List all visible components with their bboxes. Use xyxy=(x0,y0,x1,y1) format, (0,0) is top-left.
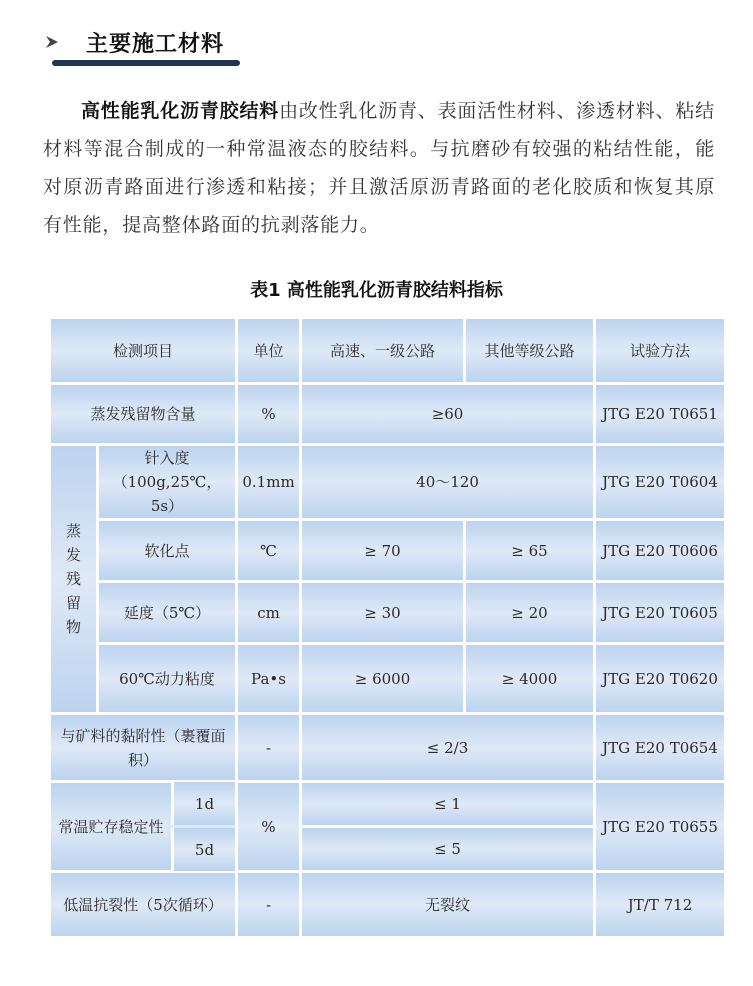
row-other-value: ≥ 4000 xyxy=(466,645,593,712)
section-header xyxy=(44,26,244,70)
storage-period: 1d xyxy=(171,782,235,825)
row-unit: % xyxy=(238,385,299,443)
intro-highlight: 高性能乳化沥青胶结料 xyxy=(81,100,280,122)
table-row xyxy=(51,873,724,936)
spec-table xyxy=(48,316,727,939)
row-value: ≤ 1 xyxy=(302,783,593,825)
table-row xyxy=(51,583,724,642)
row-item: 蒸发残留物含量 xyxy=(51,385,235,443)
row-unit: 0.1mm xyxy=(238,446,299,518)
row-item: 针入度（100g,25℃，5s） xyxy=(99,446,235,518)
row-value: 40～120 xyxy=(302,446,593,518)
row-unit: - xyxy=(238,715,299,780)
table-row xyxy=(51,645,724,712)
row-method: JTG E20 T0651 xyxy=(596,385,724,443)
storage-item-cell xyxy=(51,783,235,870)
table-row xyxy=(51,783,724,825)
row-method: JTG E20 T0654 xyxy=(596,715,724,780)
row-unit: ℃ xyxy=(238,521,299,580)
row-method: JTG E20 T0605 xyxy=(596,583,724,642)
table-row xyxy=(51,715,724,780)
row-unit: cm xyxy=(238,583,299,642)
row-method: JTG E20 T0655 xyxy=(596,783,724,870)
row-value: ≤ 2/3 xyxy=(302,715,593,780)
row-value: ≥60 xyxy=(302,385,593,443)
triangle-right-icon xyxy=(44,34,60,50)
intro-text: 由改性乳化沥青、表面活性材料、渗透材料、粘结材料等混合制成的一种常温液态的胶结料。与抗磨砂有较强的粘结性能，能对原沥青路面进行渗透和粘接；并且激活原沥青路面的老化胶质和恢复其原有性能，提高整体路面的抗剥落能力。 xyxy=(43,100,715,236)
row-highway-value: ≥ 70 xyxy=(302,521,463,580)
row-other-value: ≥ 20 xyxy=(466,583,593,642)
row-item: 软化点 xyxy=(99,521,235,580)
header-other: 其他等级公路 xyxy=(466,319,593,382)
header-highway: 高速、一级公路 xyxy=(302,319,463,382)
row-item: 延度（5℃） xyxy=(99,583,235,642)
row-item: 60℃动力粘度 xyxy=(99,645,235,712)
header-method: 试验方法 xyxy=(596,319,724,382)
row-unit: - xyxy=(238,873,299,936)
row-unit: % xyxy=(238,783,299,870)
row-unit: Pa•s xyxy=(238,645,299,712)
table-row xyxy=(51,446,724,518)
row-other-value: ≥ 65 xyxy=(466,521,593,580)
intro-paragraph xyxy=(43,92,715,244)
row-method: JT/T 712 xyxy=(596,873,724,936)
table-caption: 表1 高性能乳化沥青胶结料指标 xyxy=(250,280,503,301)
header-unit: 单位 xyxy=(238,319,299,382)
row-method: JTG E20 T0606 xyxy=(596,521,724,580)
row-method: JTG E20 T0604 xyxy=(596,446,724,518)
table-row xyxy=(51,521,724,580)
storage-period: 5d xyxy=(171,828,235,871)
title-underline xyxy=(52,60,240,66)
header-item: 检测项目 xyxy=(51,319,235,382)
row-item: 常温贮存稳定性 xyxy=(58,817,164,836)
row-value: 无裂纹 xyxy=(302,873,593,936)
table-header-row xyxy=(51,319,724,382)
section-title: 主要施工材料 xyxy=(86,31,225,57)
row-highway-value: ≥ 6000 xyxy=(302,645,463,712)
table-row xyxy=(51,385,724,443)
row-item: 与矿料的黏附性（裹覆面积） xyxy=(51,715,235,780)
row-value: ≤ 5 xyxy=(302,828,593,870)
row-item: 低温抗裂性（5次循环） xyxy=(51,873,235,936)
row-highway-value: ≥ 30 xyxy=(302,583,463,642)
residue-group-label: 蒸发残留物 xyxy=(51,446,96,712)
row-method: JTG E20 T0620 xyxy=(596,645,724,712)
